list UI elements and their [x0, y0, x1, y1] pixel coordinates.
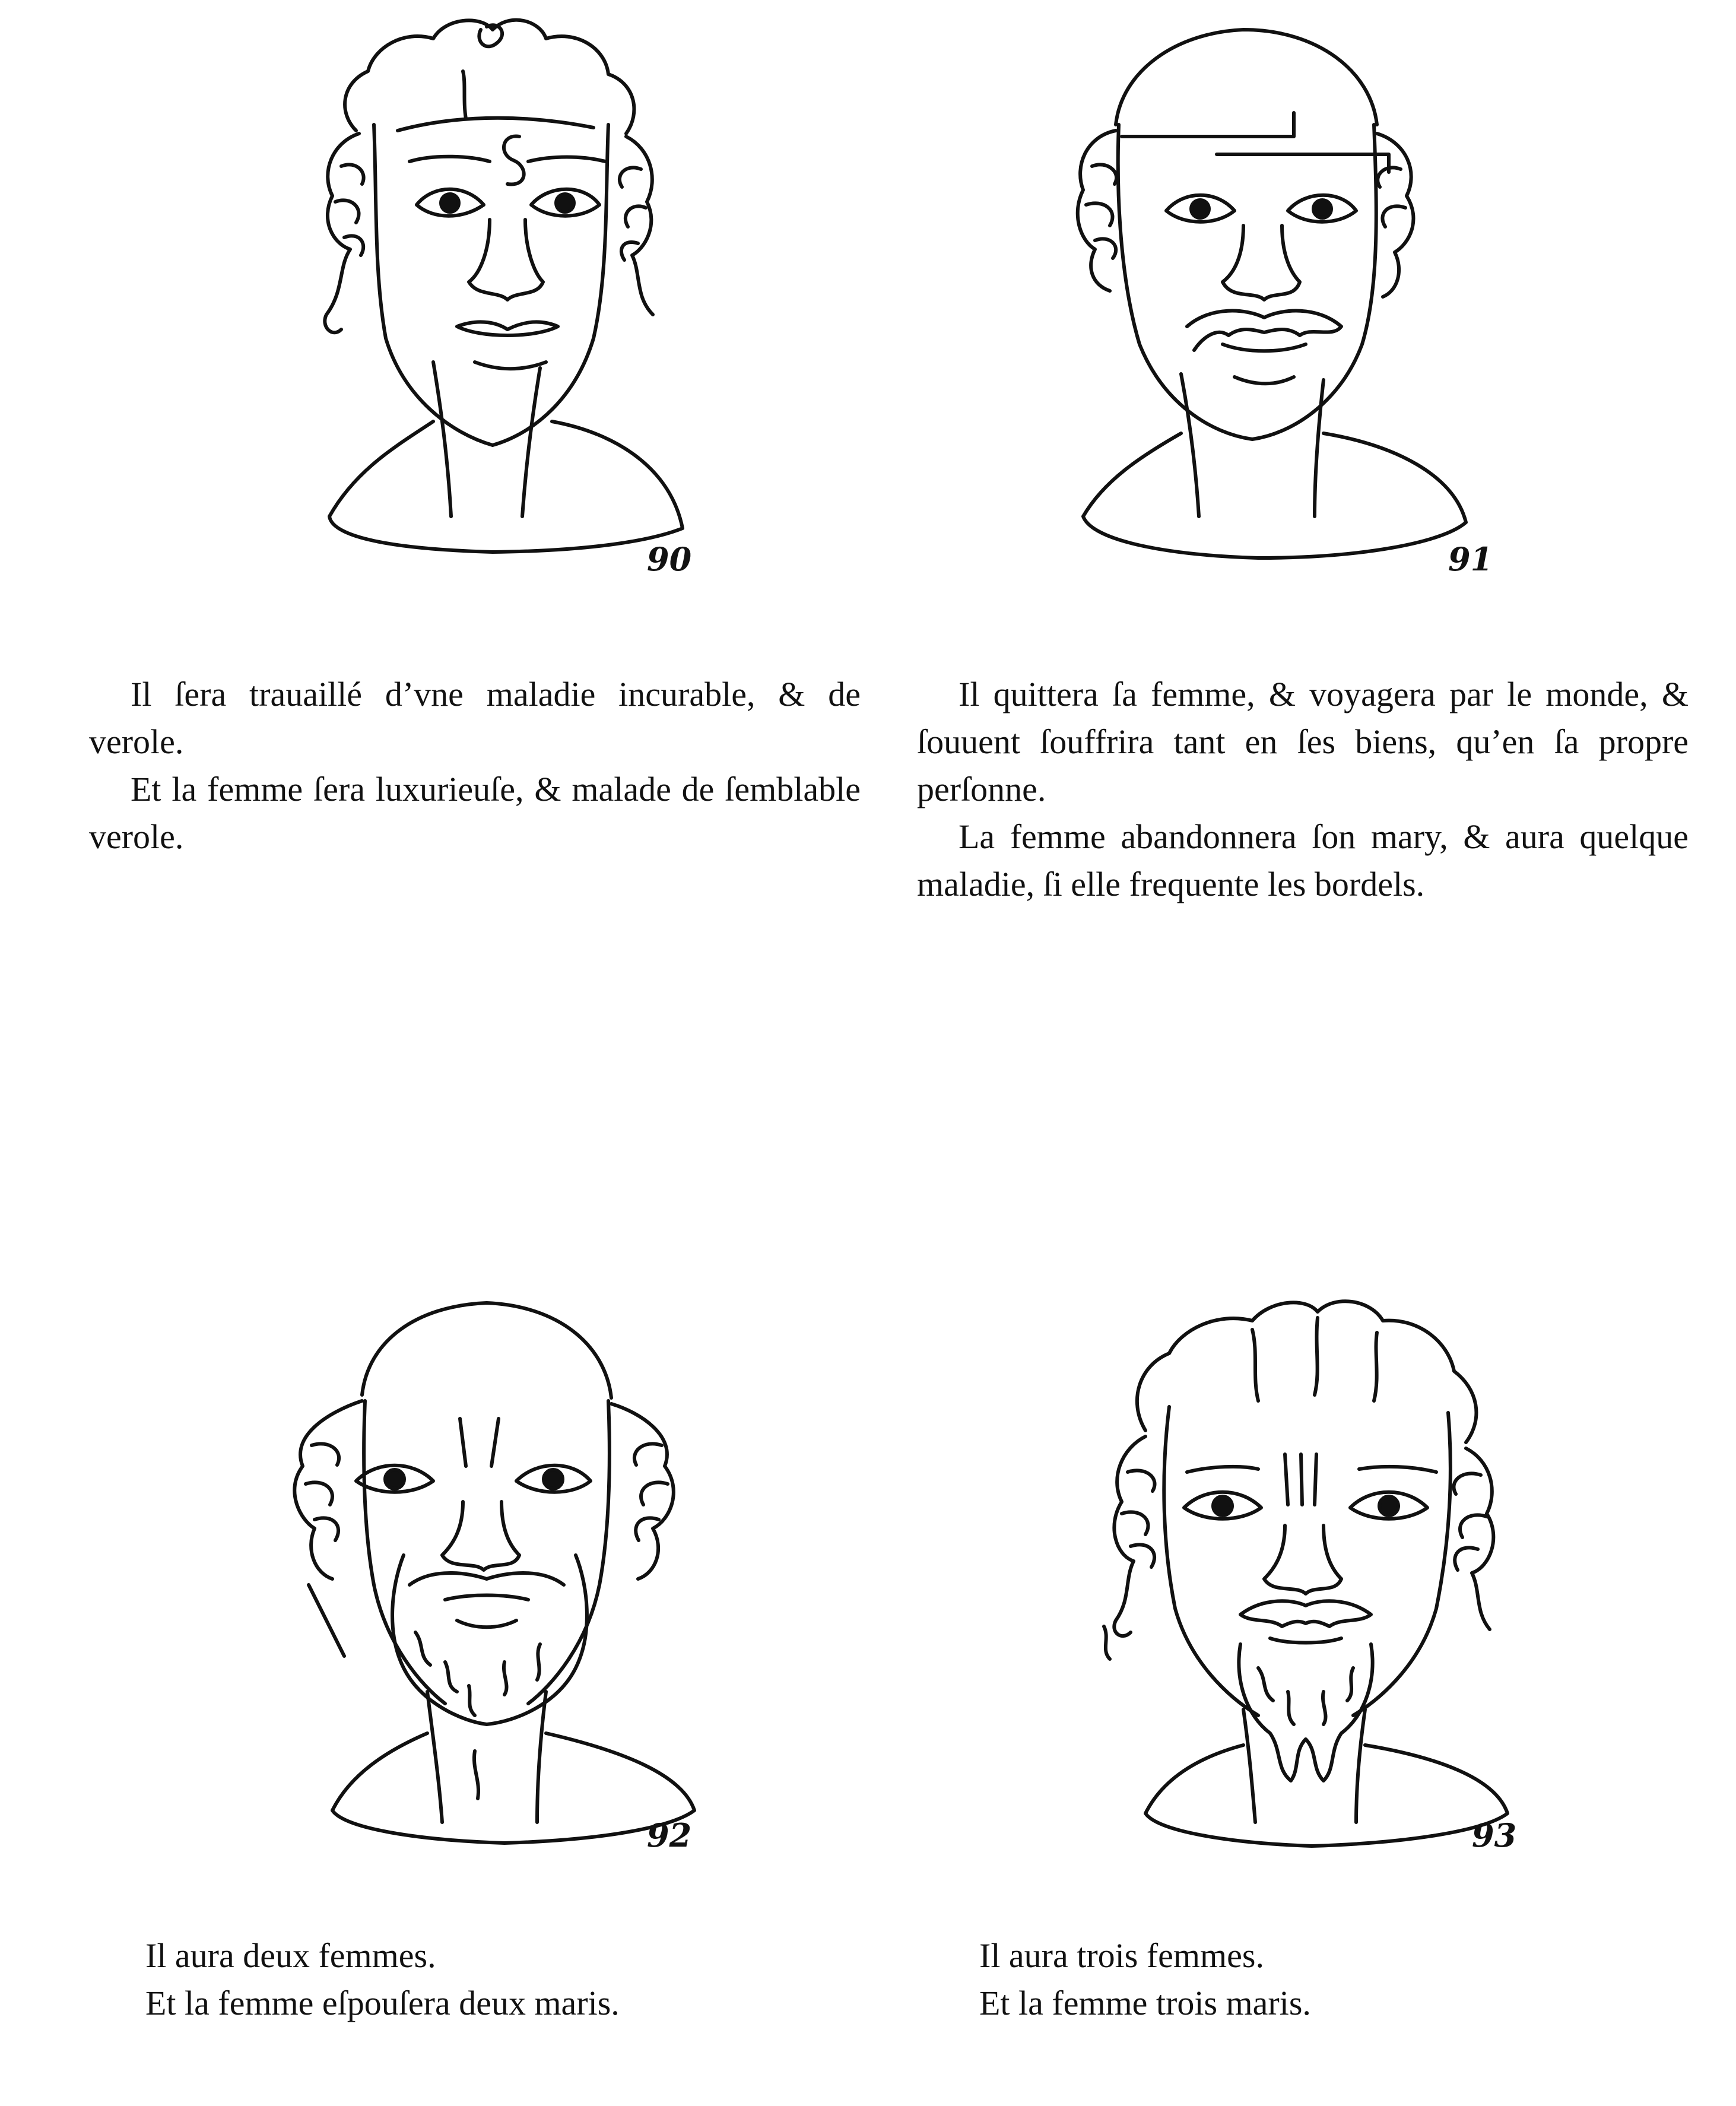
caption-93-female-text: Et la femme trois maris. — [979, 1984, 1311, 2022]
caption-92-male-text: Il aura deux femmes. — [145, 1936, 436, 1975]
caption-92 — [145, 1932, 887, 2027]
caption-90-male-text: Il ſera trauaillé d’vne maladie incurable, & de verole. — [89, 675, 861, 761]
plate-number-93: 93 — [1472, 1816, 1517, 1854]
plate-92-woodcut — [267, 1276, 754, 1870]
caption-93-male-text: Il aura trois femmes. — [979, 1936, 1264, 1975]
plate-number-92: 92 — [647, 1816, 692, 1854]
caption-91-female-text: La femme abandonnera ſon mary, & aura quelque maladie, ſi elle frequente les bordels. — [917, 817, 1689, 903]
caption-90 — [89, 671, 861, 861]
caption-92-female-text: Et la femme eſpouſera deux maris. — [145, 1984, 620, 2022]
plate-number-90: 90 — [647, 540, 692, 578]
face-illustration-91 — [1039, 6, 1525, 588]
plate-93-woodcut — [1080, 1276, 1567, 1870]
face-illustration-90 — [285, 6, 748, 588]
plate-90-woodcut — [285, 6, 748, 588]
face-illustration-93 — [1080, 1276, 1567, 1870]
plate-91-woodcut — [1039, 6, 1525, 588]
plate-number-91: 91 — [1448, 540, 1493, 578]
caption-93 — [979, 1932, 1691, 2027]
caption-91 — [917, 671, 1689, 908]
caption-91-male-text: Il quittera ſa femme, & voyagera par le monde, & ſouuent ſouffrira tant en ſes biens, qu’en ſa propre perſonne. — [917, 675, 1689, 808]
caption-90-female-text: Et la femme ſera luxurieuſe, & malade de ſemblable verole. — [89, 770, 861, 856]
face-illustration-92 — [267, 1276, 754, 1870]
